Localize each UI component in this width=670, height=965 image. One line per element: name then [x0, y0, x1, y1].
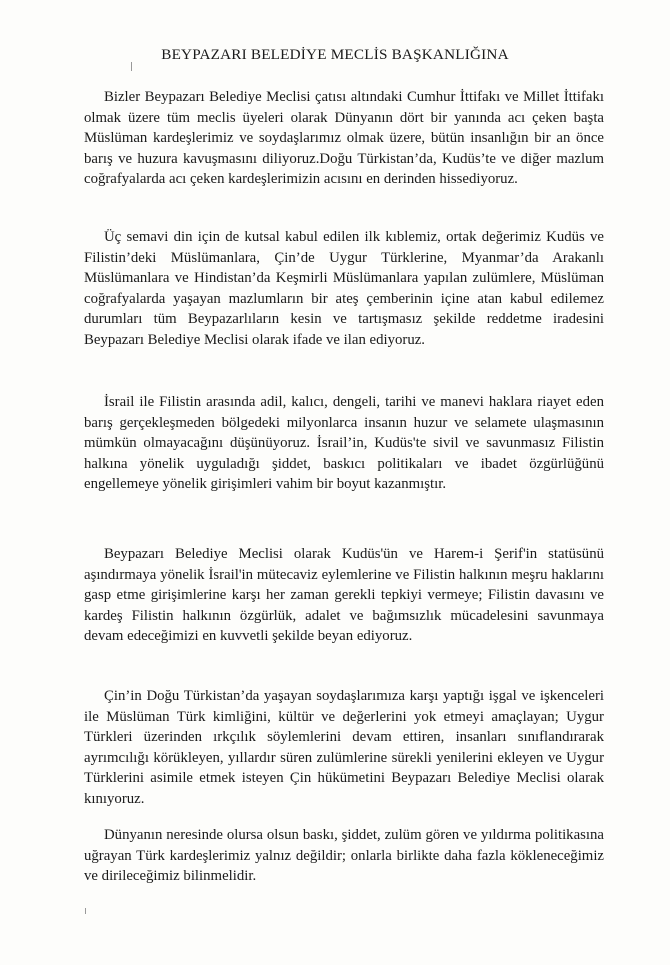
document-title: BEYPAZARI BELEDİYE MECLİS BAŞKANLIĞINA — [161, 46, 509, 63]
paragraph-1: Bizler Beypazarı Belediye Meclisi çatısı altındaki Cumhur İttifakı ve Millet İttifakı olmak üzere tüm meclis üyeleri olarak Dünyanın dört bir yanında acı çeken başta Müslüman kardeşlerimiz ve soydaşlarımız olmak üzere, bütün insanlığın bir an önce barış ve huzura kavuşmasını diliyoruz.Doğu Türkistan’da, Kudüs’te ve diğer mazlum coğrafyalarda acı çeken kardeşlerimizin acısını en derinden hissediyoruz. — [84, 89, 604, 188]
paragraph-2: Üç semavi din için de kutsal kabul edilen ilk kıblemiz, ortak değerimiz Kudüs ve Filistin’deki Müslümanlara, Çin’de Uygur Türklerine, Myanmar’da Arakanlı Müslümanlara ve Hindistan’da Keşmirli Müslümanlara yapılan zulümlere, Müslüman coğrafyalarda yaşayan mazlumların bir ateş çemberinin içine atan kabul edilemez durumları tüm Beypazarlıların kesin ve tartışmasız şekilde reddetme iradesini Beypazarı Belediye Meclisi olarak ifade ve ilan ediyoruz. — [84, 229, 604, 348]
paragraph-4: Beypazarı Belediye Meclisi olarak Kudüs'ün ve Harem-i Şerif'in statüsünü aşındırmaya yönelik İsrail'in mütecaviz eylemlerine ve Filistin halkının meşru haklarını gasp etme girişimlerine karşı her zaman gerekli tepkiyi vermeye; Filistin davasını ve kardeş Filistin halkının özgürlük, adalet ve bağımsızlık mücadelesini savunmaya devam edeceğimizi en kuvvetli şekilde beyan ediyoruz. — [84, 546, 604, 645]
paragraph-6: Dünyanın neresinde olursa olsun baskı, şiddet, zulüm gören ve yıldırma politikasına uğrayan Türk kardeşlerimiz yalnız değildir; onlarla birlikte daha fazla kökleneceğimiz ve dirileceğimiz bilinmelidir. — [84, 827, 604, 885]
pen-mark — [85, 908, 86, 914]
paragraph-5: Çin’in Doğu Türkistan’da yaşayan soydaşlarımıza karşı yaptığı işgal ve işkenceleri ile Müslüman Türk kimliğini, kültür ve değerlerini yok etmeyi amaçlayan; Uygur Türkleri üzerinden ırkçılık söylemlerini devam ettiren, insanları sınıflandırarak ayrımcılığı körükleyen, yıllardır süren zulümlerine sürekli yenilerini ekleyen ve Uygur Türklerini asimile etmek isteyen Çin hükümetini Beypazarı Belediye Meclisi olarak kınıyoruz. — [84, 688, 604, 807]
paragraph-3: İsrail ile Filistin arasında adil, kalıcı, dengeli, tarihi ve manevi haklara riayet eden barış gerçekleşmeden bölgedeki milyonlarca insanın huzur ve selamete ulaşmasının mümkün olmayacağını düşünüyoruz. İsrail’in, Kudüs'te sivil ve savunmasız Filistin halkına yönelik uyguladığı şiddet, baskıcı politikaları ve ibadet özgürlüğünü engellemeye yönelik girişimleri vahim bir boyut kazanmıştır. — [84, 394, 604, 493]
pen-mark — [131, 62, 132, 71]
